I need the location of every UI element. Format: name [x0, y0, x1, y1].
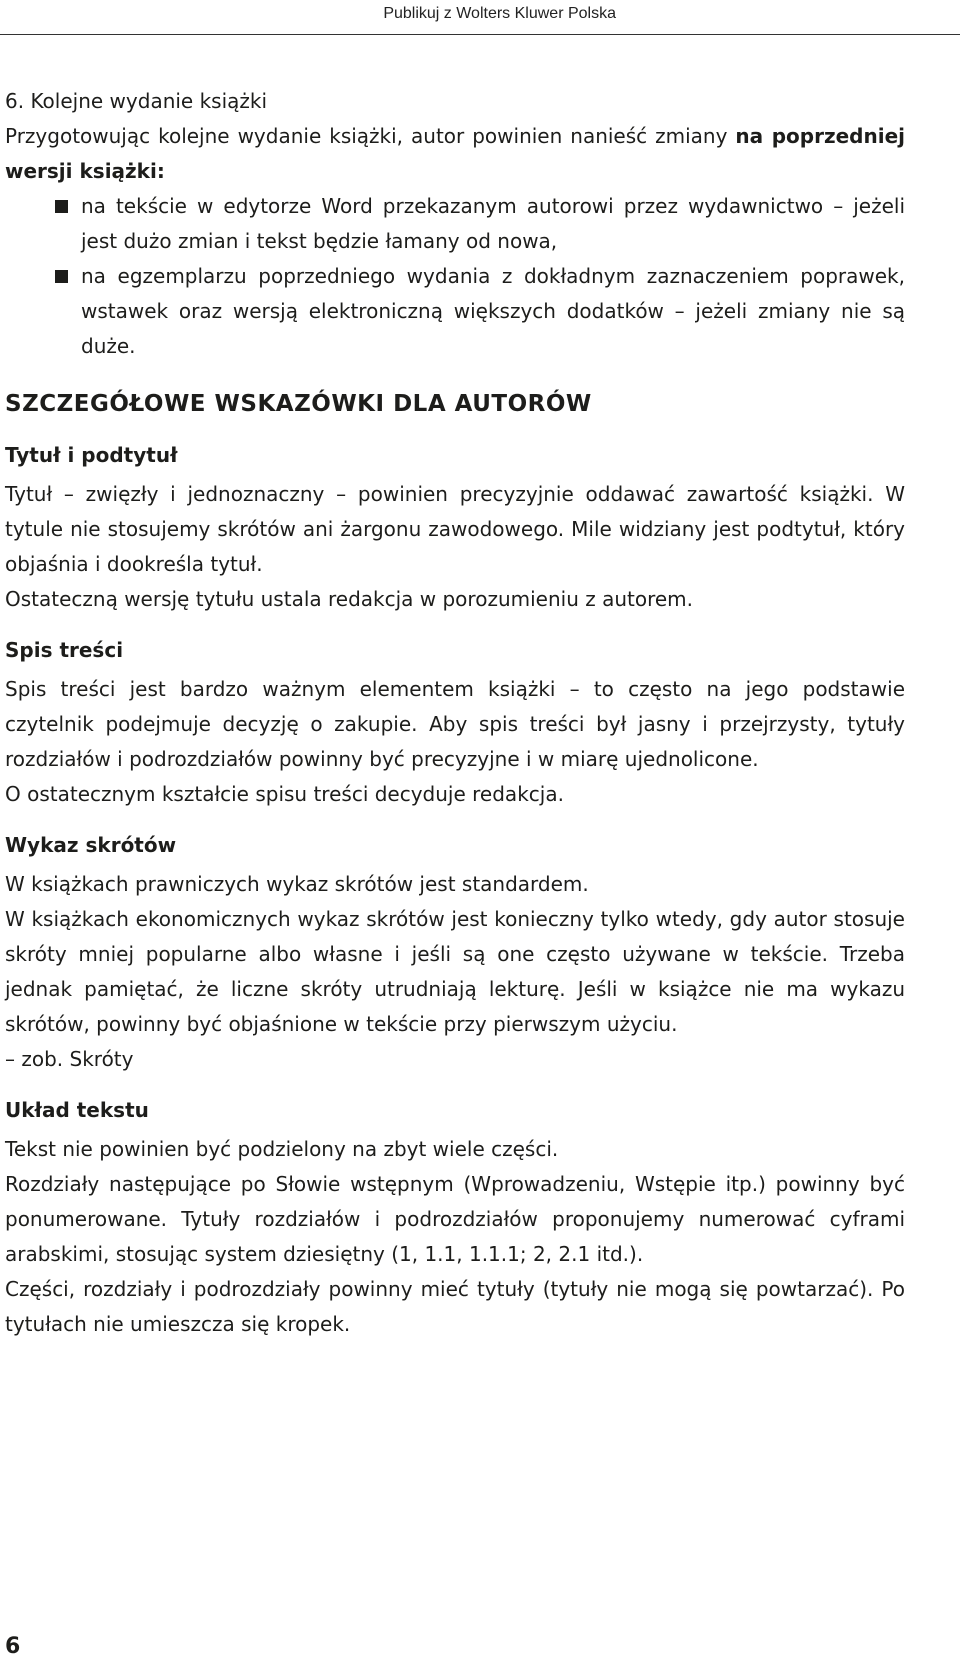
list-item-text: na tekście w edytorze Word przekazanym autorowi przez wydawnictwo – jeżeli jest dużo zmian i tekst będzie łamany od nowa, [81, 194, 905, 253]
page-header [0, 0, 960, 35]
toc-paragraph: O ostatecznym kształcie spisu treści decyduje redakcja. [5, 782, 564, 806]
page-content [5, 84, 905, 1342]
abbrev-reference: – zob. Skróty [5, 1047, 134, 1071]
guidelines-title: SZCZEGÓŁOWE WSKAZÓWKI DLA AUTORÓW [5, 391, 592, 417]
layout-paragraph: Rozdziały następujące po Słowie wstępnym (Wprowadzeniu, Wstępie itp.) powinny być ponumerowane. Tytuły rozdziałów i podrozdziałów proponujemy numerować cyframi arabskimi, stosując system dziesiętny (1, 1.1, 1.1.1; 2, 2.1 itd.). [5, 1172, 905, 1266]
list-item-text: na egzemplarzu poprzedniego wydania z dokładnym zaznaczeniem poprawek, wstawek oraz wersją elektroniczną większych dodatków – jeżeli zmiany nie są duże. [81, 264, 905, 358]
layout-heading: Układ tekstu [5, 1098, 149, 1122]
layout-paragraph: Tekst nie powinien być podzielony na zbyt wiele części. [5, 1137, 559, 1161]
title-subtitle-paragraph: Ostateczną wersję tytułu ustala redakcja w porozumieniu z autorem. [5, 587, 694, 611]
page-number: 6 [5, 1634, 21, 1659]
title-subtitle-paragraph: Tytuł – zwięzły i jednoznaczny – powinien precyzyjnie oddawać zawartość książki. W tytule nie stosujemy skrótów ani żargonu zawodowego. Mile widziany jest podtytuł, który objaśnia i dookreśla tytuł. [5, 482, 905, 576]
abbrev-paragraph: W książkach prawniczych wykaz skrótów jest standardem. [5, 872, 589, 896]
bullet-list [5, 189, 905, 364]
lead-text: Przygotowując kolejne wydanie książki, autor powinien nanieść zmiany [5, 124, 736, 148]
list-item [5, 189, 905, 259]
square-bullet-icon [55, 270, 68, 283]
section-6-title: 6. Kolejne wydanie książki [5, 89, 268, 113]
lead-bold-text: na poprzedniej wersji książki: [5, 124, 906, 183]
header-text: Publikuj z Wolters Kluwer Polska [383, 5, 616, 22]
section-6-lead [5, 119, 905, 189]
list-item [5, 259, 905, 364]
abbrev-paragraph: W książkach ekonomicznych wykaz skrótów jest konieczny tylko wtedy, gdy autor stosuje skróty mniej popularne albo własne i jeśli są one często używane w tekście. Trzeba jednak pamiętać, że liczne skróty utrudniają lekturę. Jeśli w książce nie ma wykazu skrótów, powinny być objaśnione w tekście przy pierwszym użyciu. [5, 907, 905, 1036]
square-bullet-icon [55, 200, 68, 213]
toc-heading: Spis treści [5, 638, 124, 662]
title-subtitle-heading: Tytuł i podtytuł [5, 443, 178, 467]
abbrev-heading: Wykaz skrótów [5, 833, 177, 857]
toc-paragraph: Spis treści jest bardzo ważnym elementem książki – to często na jego podstawie czytelnik podejmuje decyzję o zakupie. Aby spis treści był jasny i przejrzysty, tytuły rozdziałów i podrozdziałów powinny być precyzyjne i w miarę ujednolicone. [5, 677, 905, 771]
layout-paragraph: Części, rozdziały i podrozdziały powinny mieć tytuły (tytuły nie mogą się powtarzać). Po tytułach nie umieszcza się kropek. [5, 1277, 905, 1336]
